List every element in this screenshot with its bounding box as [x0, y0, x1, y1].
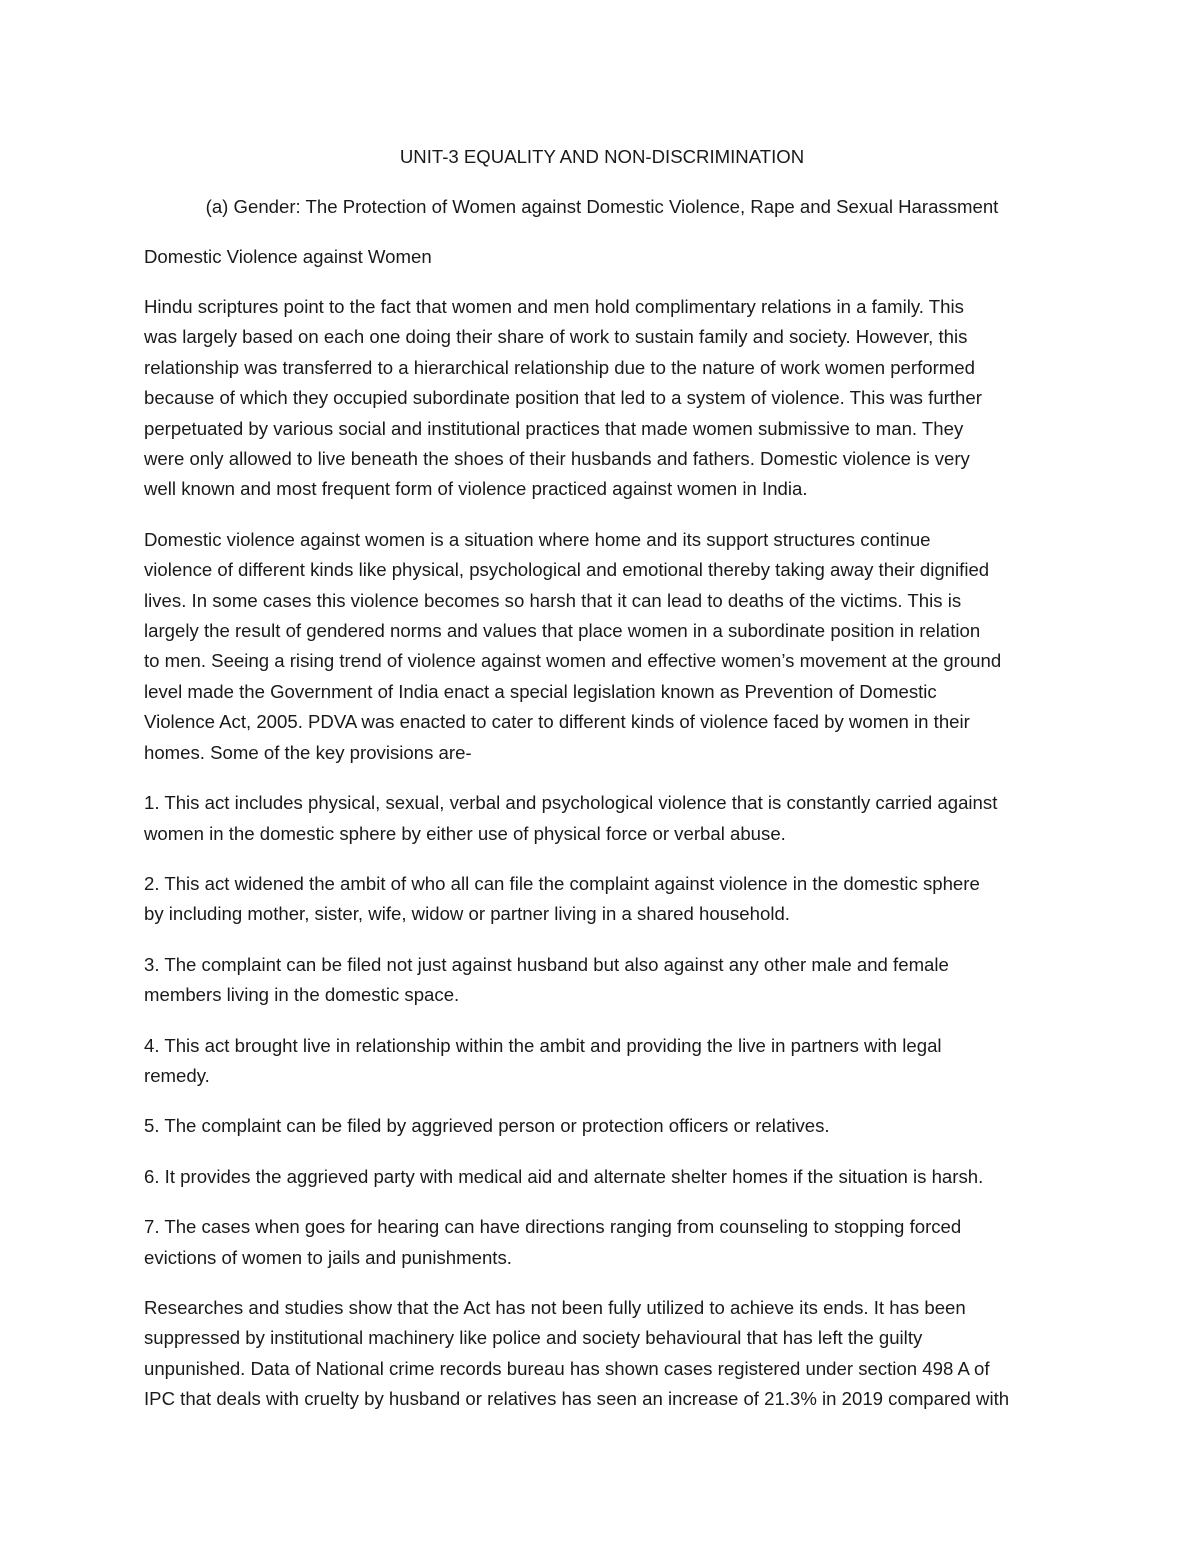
text-line: IPC that deals with cruelty by husband or relatives has seen an increase of 21.3% in 2019 compared with	[144, 1388, 1010, 1410]
paragraph-definition	[144, 525, 1060, 768]
text-line: perpetuated by various social and institutional practices that made women submissive to man. They	[144, 417, 964, 439]
provision-item-4	[144, 1031, 1060, 1092]
text-line: unpunished. Data of National crime records bureau has shown cases registered under section 498 A of	[144, 1357, 990, 1379]
section-heading: Domestic Violence against Women	[144, 246, 432, 267]
text-line: Researches and studies show that the Act has not been fully utilized to achieve its ends. It has been	[144, 1296, 966, 1318]
text-line: were only allowed to live beneath the shoes of their husbands and fathers. Domestic violence is very	[144, 448, 970, 470]
text-line: homes. Some of the key provisions are-	[144, 741, 472, 763]
text-line: women in the domestic sphere by either use of physical force or verbal abuse.	[144, 822, 786, 844]
text-line: by including mother, sister, wife, widow or partner living in a shared household.	[144, 903, 790, 925]
text-line: relationship was transferred to a hierarchical relationship due to the nature of work women performed	[144, 356, 975, 378]
document-title: UNIT-3 EQUALITY AND NON-DISCRIMINATION	[399, 146, 805, 167]
text-line: well known and most frequent form of violence practiced against women in India.	[144, 478, 808, 500]
provision-item-3	[144, 950, 1060, 1011]
text-line: violence of different kinds like physical, psychological and emotional thereby taking away their dignified	[144, 559, 990, 581]
text-line: largely the result of gendered norms and values that place women in a subordinate position in relation	[144, 620, 981, 642]
provision-item-5	[144, 1111, 1060, 1141]
text-line: evictions of women to jails and punishments.	[144, 1246, 512, 1268]
text-line: 1. This act includes physical, sexual, verbal and psychological violence that is constantly carried against	[144, 792, 998, 814]
text-line: lives. In some cases this violence becomes so harsh that it can lead to deaths of the victims. This is	[144, 589, 962, 611]
provision-item-6	[144, 1162, 1060, 1192]
text-line: level made the Government of India enact a special legislation known as Prevention of Domestic	[144, 680, 937, 702]
text-line: 4. This act brought live in relationship within the ambit and providing the live in partners with legal	[144, 1034, 942, 1056]
text-line: members living in the domestic space.	[144, 984, 460, 1006]
text-line: Hindu scriptures point to the fact that women and men hold complimentary relations in a family. This	[144, 296, 964, 317]
text-line: suppressed by institutional machinery like police and society behavioural that has left the guilty	[144, 1327, 923, 1349]
document-page	[144, 142, 1060, 1435]
text-line: 2. This act widened the ambit of who all can file the complaint against violence in the domestic sphere	[144, 872, 980, 894]
provision-item-7	[144, 1212, 1060, 1273]
text-line: because of which they occupied subordinate position that led to a system of violence. This was further	[144, 387, 982, 409]
paragraph-closing	[144, 1293, 1060, 1415]
text-line: 7. The cases when goes for hearing can have directions ranging from counseling to stopping forced	[144, 1216, 962, 1238]
text-line: 6. It provides the aggrieved party with medical aid and alternate shelter homes if the situation is harsh.	[144, 1165, 984, 1187]
text-line: was largely based on each one doing their share of work to sustain family and society. However, this	[144, 326, 968, 348]
document-subtitle: (a) Gender: The Protection of Women against Domestic Violence, Rape and Sexual Harassment	[205, 196, 999, 217]
text-line: Domestic violence against women is a situation where home and its support structures continue	[144, 528, 931, 550]
text-line: remedy.	[144, 1064, 210, 1086]
paragraph-intro	[144, 292, 1060, 505]
provision-item-2	[144, 869, 1060, 930]
provision-item-1	[144, 788, 1060, 849]
text-line: 5. The complaint can be filed by aggrieved person or protection officers or relatives.	[144, 1115, 830, 1137]
text-line: Violence Act, 2005. PDVA was enacted to cater to different kinds of violence faced by women in their	[144, 711, 970, 733]
text-line: 3. The complaint can be filed not just against husband but also against any other male and female	[144, 953, 949, 975]
text-line: to men. Seeing a rising trend of violence against women and effective women’s movement at the ground	[144, 650, 1002, 672]
